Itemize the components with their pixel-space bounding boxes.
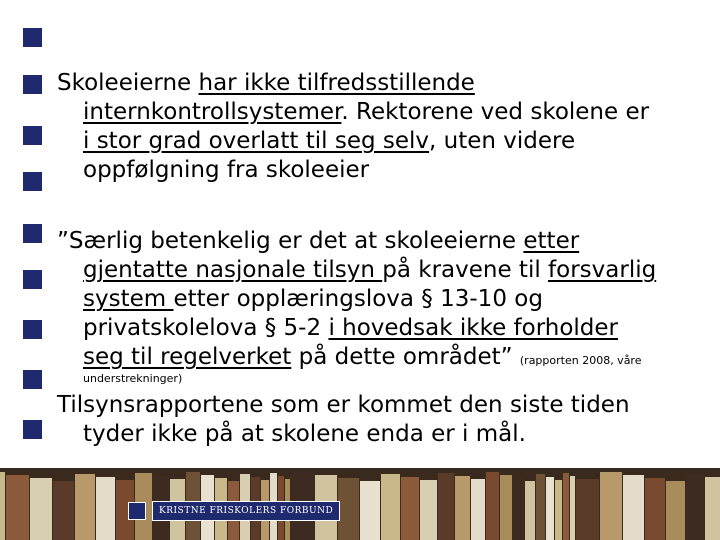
underlined-text: i stor grad overlatt til seg selv: [83, 128, 430, 154]
book-spine: [6, 475, 29, 540]
text-run: privatskolelova § 5-2: [83, 315, 329, 341]
book-spine: [666, 481, 685, 540]
organization-logo: KRISTNE FRISKOLERS FORBUND: [152, 501, 340, 521]
square-bullet-icon: [23, 320, 42, 339]
underlined-text: system: [83, 286, 174, 312]
text-run: etter opplæringslova § 13-10 og: [173, 286, 543, 312]
book-spine: [401, 477, 419, 540]
book-spine: [546, 477, 554, 540]
square-bullet-icon: [23, 370, 42, 389]
square-bullet-icon: [23, 420, 42, 439]
book-spine: [525, 481, 535, 540]
underlined-text: gjentatte nasjonale tilsyn: [83, 257, 383, 283]
paragraph-quote: [57, 227, 656, 386]
square-bullet-icon: [23, 28, 42, 47]
paragraph-skoleeierne: [57, 69, 649, 185]
underlined-text: seg til regelverket: [83, 344, 292, 370]
text-run: på dette området”: [291, 344, 520, 370]
book-spine: [563, 473, 569, 540]
book-spine: [623, 475, 644, 540]
text-run: oppfølgning fra skoleeier: [83, 157, 370, 183]
book-spine: [30, 478, 52, 540]
text-run: Skoleeierne: [57, 70, 199, 96]
text-run: , uten videre: [429, 128, 576, 154]
book-spine: [686, 474, 704, 540]
book-spine: [500, 475, 512, 540]
book-spine: [486, 472, 499, 540]
square-bullet-icon: [23, 224, 42, 243]
book-spine: [455, 476, 470, 540]
text-run: tyder ikke på at skolene enda er i mål.: [83, 421, 526, 447]
book-spine: [555, 480, 562, 540]
underlined-text: forsvarlig: [548, 257, 657, 283]
square-bullet-icon: [23, 270, 42, 289]
text-run: på kravene til: [382, 257, 549, 283]
paragraph-tilsynsrapportene: [57, 391, 630, 449]
citation-text: understrekninger): [83, 372, 183, 385]
book-spine: [338, 478, 359, 540]
book-spine: [360, 481, 380, 540]
book-spine: [96, 477, 115, 540]
book-spine: [381, 474, 400, 540]
bookshelf-footer: [0, 468, 720, 540]
book-spine: [536, 474, 545, 540]
square-bullet-icon: [23, 75, 42, 94]
citation-text: (rapporten 2008, våre: [519, 354, 642, 367]
book-spine: [513, 478, 524, 540]
book-spine: [53, 481, 74, 540]
bookshelf-image: [0, 468, 720, 540]
book-spine: [438, 473, 454, 540]
book-spine: [75, 474, 95, 540]
text-run: Tilsynsrapportene som er kommet den siste tiden: [57, 392, 630, 418]
book-spine: [576, 479, 599, 540]
book-spine: [0, 472, 5, 540]
square-bullet-icon: [23, 172, 42, 191]
book-spine: [600, 472, 622, 540]
underlined-text: internkontrollsystemer: [83, 99, 342, 125]
logo-square-icon: [128, 502, 146, 520]
book-spine: [570, 476, 575, 540]
book-spine: [471, 479, 485, 540]
book-spine: [420, 480, 437, 540]
book-spine: [645, 478, 665, 540]
underlined-text: etter: [523, 228, 580, 254]
text-run: . Rektorene ved skolene er: [341, 99, 650, 125]
book-spine: [705, 477, 720, 540]
text-run: ”Særlig betenkelig er det at skoleeierne: [57, 228, 524, 254]
square-bullet-icon: [23, 126, 42, 145]
underlined-text: i hovedsak ikke forholder: [328, 315, 618, 341]
underlined-text: har ikke tilfredsstillende: [198, 70, 475, 96]
